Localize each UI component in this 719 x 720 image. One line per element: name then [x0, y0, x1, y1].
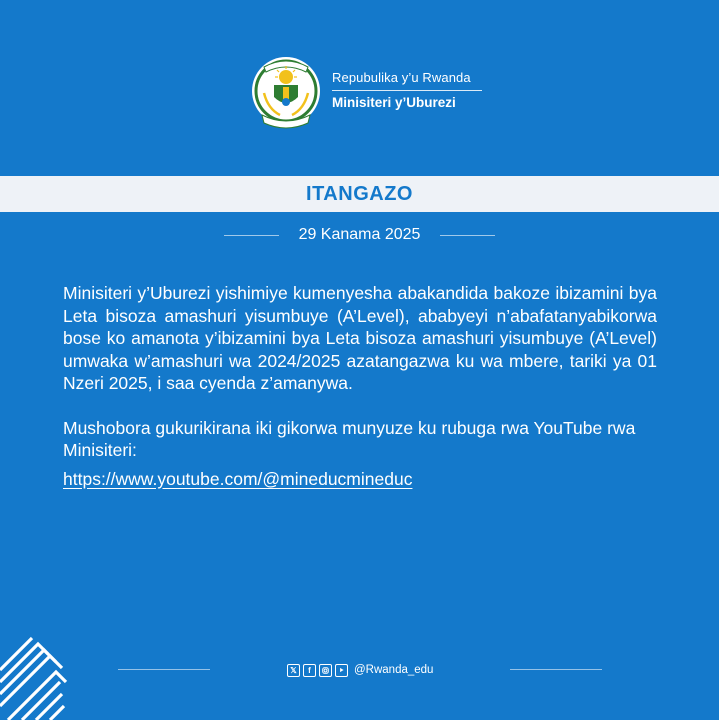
date-divider-left — [224, 235, 279, 236]
body-paragraph-1: Minisiteri y’Uburezi yishimiye kumenyesha abakandida bakoze ibizamini bya Leta bisoza amashuri yisumbuye (A’Level), ababyeyi n’abafatanyabikorwa bose ko amanota y’ibizamini bya Leta bisoza amashuri yisumbuye (A’Level) umwaka w’amashuri wa 2024/2025 azatangazwa ku wa mbere, tariki ya 01 Nzeri 2025, i saa cyenda z’amanywa. — [63, 283, 657, 393]
x-icon[interactable]: 𝕏 — [287, 664, 300, 677]
rwanda-coat-of-arms-icon — [250, 53, 322, 131]
announcement-date: 29 Kanama 2025 — [298, 226, 421, 243]
body-paragraph-2 — [63, 417, 657, 491]
date-row — [0, 222, 719, 248]
instagram-icon[interactable] — [319, 664, 332, 677]
facebook-icon[interactable]: f — [303, 664, 316, 677]
date-divider-right — [440, 235, 495, 236]
footer-divider-left — [118, 669, 210, 670]
youtube-link[interactable]: https://www.youtube.com/@mineducmineduc — [63, 468, 413, 489]
announcement-body — [63, 282, 657, 490]
youtube-icon[interactable] — [335, 664, 348, 677]
announcement-title: ITANGAZO — [306, 182, 413, 205]
footer-divider-right — [510, 669, 602, 670]
body-paragraph-2-text: Mushobora gukurikirana iki gikorwa munyuze ku rubuga rwa YouTube rwa Minisiteri: — [63, 417, 636, 460]
corner-pattern-icon — [0, 630, 70, 720]
social-bar — [287, 662, 433, 678]
ministry-name: Minisiteri y’Uburezi — [332, 95, 456, 110]
title-band — [0, 176, 719, 212]
ministry-logotype — [332, 70, 482, 110]
social-handle[interactable]: @Rwanda_edu — [354, 664, 434, 676]
country-name: Repubulika y’u Rwanda — [332, 70, 482, 91]
